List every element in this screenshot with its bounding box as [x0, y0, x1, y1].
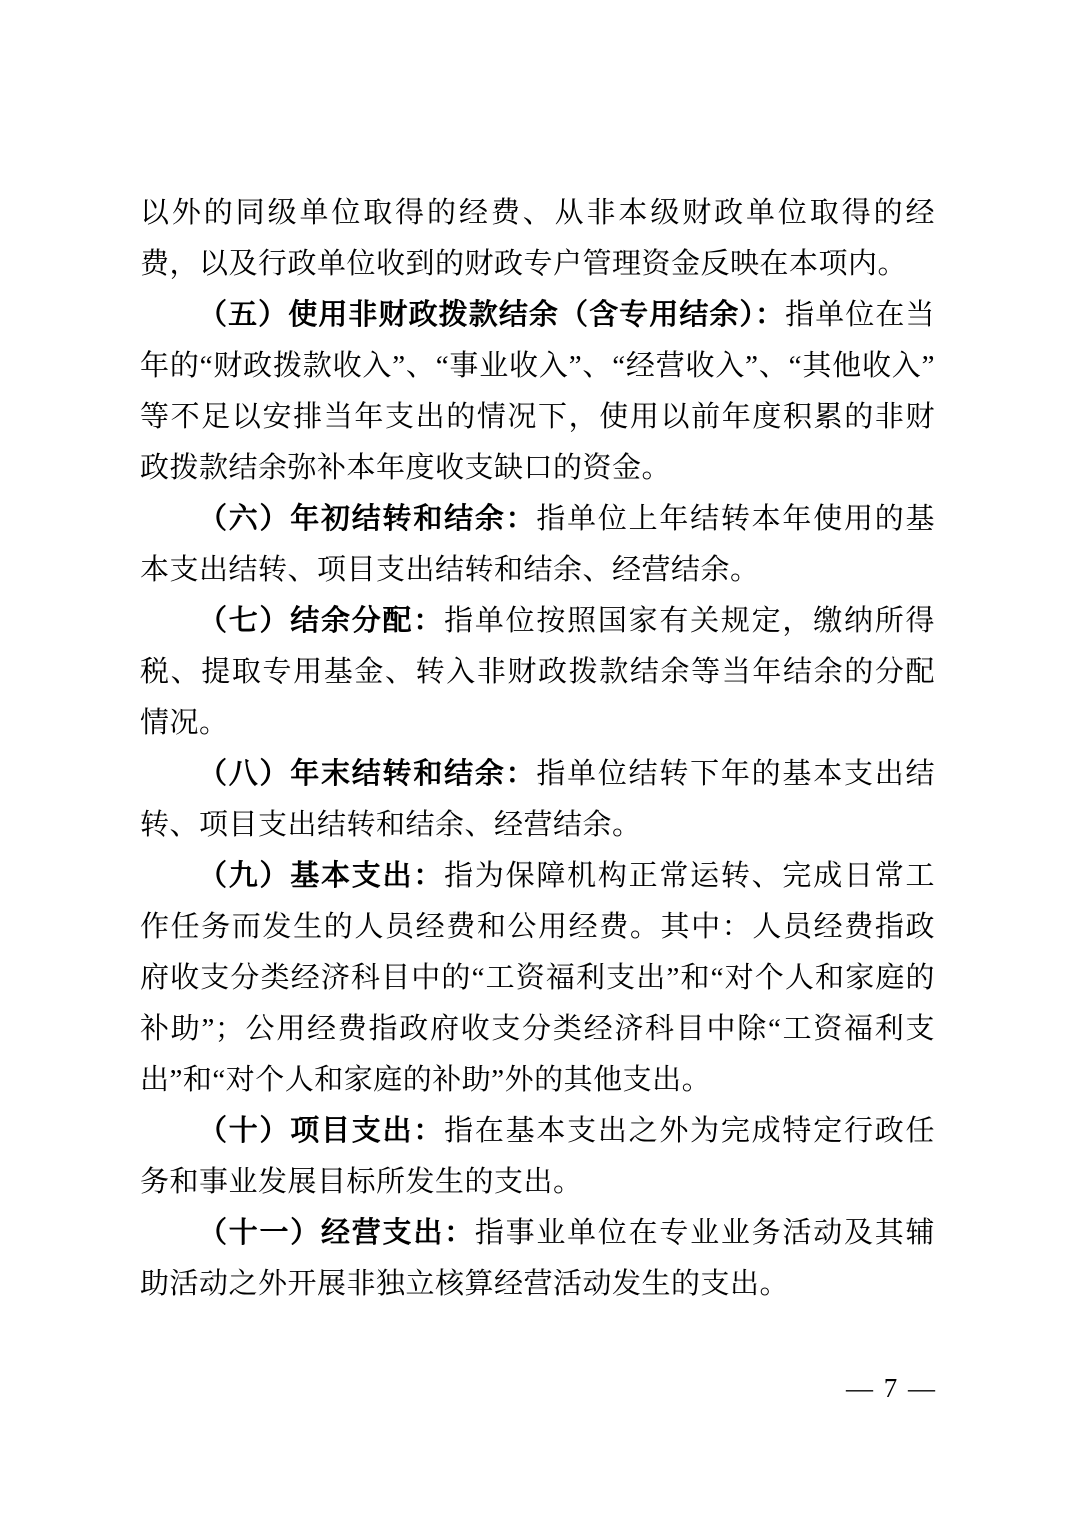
paragraph — [140, 494, 935, 596]
body-text: 指单位上年结转本年使用的基本支出结转、项目支出结转和结余、经营结余。 — [140, 503, 935, 586]
body-text: 指为保障机构正常运转、完成日常工作任务而发生的人员经费和公用经费。其中：人员经费指政府收支分类经济科目中的“工资福利支出”和“对个人和家庭的补助”；公用经费指政府收支分类经济科目中除“工资福利支出”和“对个人和家庭的补助”外的其他支出。 — [140, 860, 935, 1096]
term-label: （八）年末结转和结余： — [198, 758, 537, 790]
term-label: （七）结余分配： — [198, 605, 445, 637]
body-text: 指事业单位在专业业务活动及其辅助活动之外开展非独立核算经营活动发生的支出。 — [140, 1217, 935, 1300]
paragraph — [140, 290, 935, 494]
document-body — [140, 188, 935, 1310]
term-label: （九）基本支出： — [198, 860, 445, 892]
term-label: （十）项目支出： — [198, 1115, 445, 1147]
paragraph — [140, 596, 935, 749]
paragraph — [140, 1208, 935, 1310]
paragraph — [140, 1106, 935, 1208]
body-text: 指单位按照国家有关规定，缴纳所得税、提取专用基金、转入非财政拨款结余等当年结余的分配情况。 — [140, 605, 935, 739]
body-text: 指单位在当年的“财政拨款收入”、“事业收入”、“经营收入”、“其他收入”等不足以安排当年支出的情况下，使用以前年度积累的非财政拨款结余弥补本年度收支缺口的资金。 — [140, 299, 935, 484]
paragraph — [140, 188, 935, 290]
page-number: — 7 — — [846, 1373, 937, 1403]
paragraph — [140, 749, 935, 851]
body-text: 指在基本支出之外为完成特定行政任务和事业发展目标所发生的支出。 — [140, 1115, 935, 1198]
paragraph — [140, 851, 935, 1106]
body-text: 以外的同级单位取得的经费、从非本级财政单位取得的经费，以及行政单位收到的财政专户管理资金反映在本项内。 — [140, 197, 935, 280]
term-label: （十一）经营支出： — [198, 1217, 475, 1249]
term-label: （六）年初结转和结余： — [198, 503, 537, 535]
term-label: （五）使用非财政拨款结余（含专用结余）： — [198, 299, 786, 331]
body-text: 指单位结转下年的基本支出结转、项目支出结转和结余、经营结余。 — [140, 758, 935, 841]
